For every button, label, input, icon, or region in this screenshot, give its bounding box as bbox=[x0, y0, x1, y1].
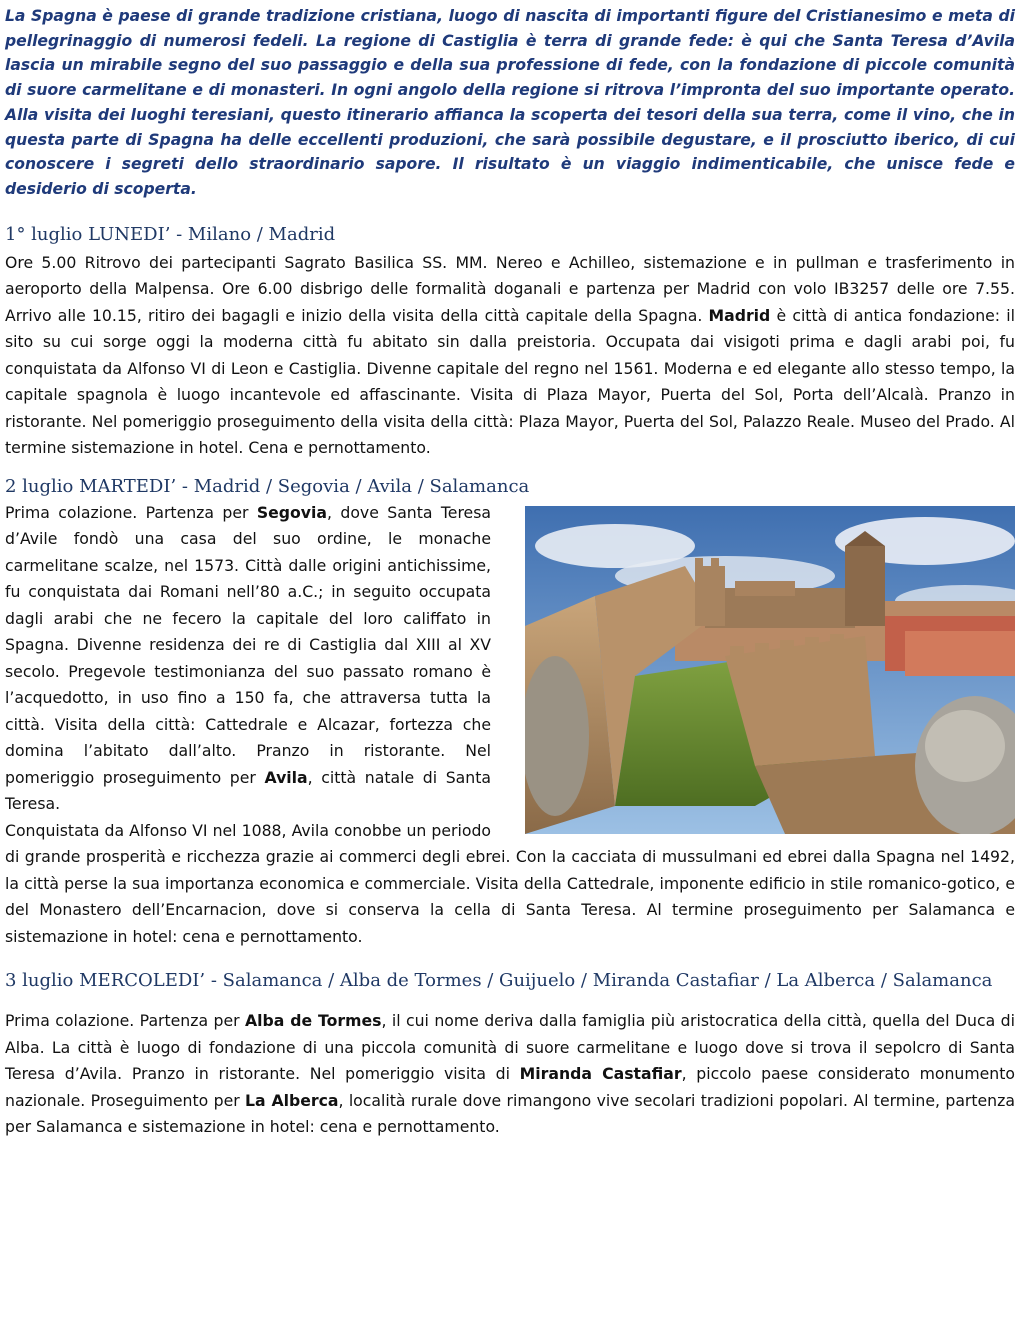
day-2-bold-avila: Avila bbox=[264, 767, 308, 787]
day-3-text-4: , località rurale dove rimangono vive secolari tradizioni popolari. Al termine, partenza per Salamanca e sistemazione in hotel: cena e pernottamento. bbox=[5, 1090, 1015, 1137]
day-1-body bbox=[5, 250, 1015, 462]
day-3-bold-alba: Alba de Tormes bbox=[245, 1011, 382, 1031]
document-page bbox=[5, 4, 1015, 1141]
day-1-text-2: è città di antica fondazione: il sito su cui sorge oggi la moderna città fu abitato sin dalla preistoria. Occupata dai visigoti prima e dagli arabi poi, fu conquistata da Alfonso VI di Leon e Castiglia. Divenne capitale del regno nel 1561. Moderna e ed elegante allo stesso tempo, la capitale spagnola è luogo incantevole ed affascinante. Visita di Plaza Mayor, Puerta del Sol, Porta dell’Alcalà. Pranzo in ristorante. Nel pomeriggio proseguimento della visita della città: Plaza Mayor, Puerta del Sol, Palazzo Reale. Museo del Prado. Al termine sistemazione in hotel. Cena e pernottamento. bbox=[5, 305, 1015, 458]
day-3-body bbox=[5, 1008, 1015, 1141]
day-2-text-1: Prima colazione. Partenza per bbox=[5, 502, 249, 522]
day-1-bold-madrid: Madrid bbox=[708, 305, 771, 325]
avila-walls-photo bbox=[525, 506, 1015, 834]
day-2-bold-segovia: Segovia bbox=[256, 502, 327, 522]
day-2-text-2: , dove Santa Teresa d’Avile fondò una casa del suo ordine, le monache carmelitane scalze, nel 1573. Città dalle origini antichissime, fu conquistata dai Romani nell’80 a.C.; in seguito occupata dagli arabi che ne fecero la capitale del loro califfato in Spagna. Divenne residenza dei re di Castiglia dal XIII al XV secolo. Pregevole testimonianza del suo passato romano è l’acquedotto, in uso fino a 150 fa, che attraversa tutta la città. Visita della città: Cattedrale e Alcazar, fortezza che domina l’abitato dall’alto. Pranzo in ristorante. Nel pomeriggio proseguimento per bbox=[5, 502, 491, 787]
day-2-title: 2 luglio MARTEDI’ - Madrid / Segovia / Avila / Salamanca bbox=[5, 475, 530, 497]
day-2-text-4: Conquistata da Alfonso VI nel 1088, Avila conobbe un periodo di grande prosperità e ricchezza grazie ai commerci degli ebrei. Con la cacciata di mussulmani ed ebrei dalla Spagna nel 1492, la città perse la sua importanza economica e commerciale. Visita della Cattedrale, imponente edificio in stile romanico-gotico, e del Monastero dell’Encarnacion, dove si conserva la cella di Santa Teresa. Al termine proseguimento per Salamanca e sistemazione in hotel: cena e pernottamento. bbox=[5, 820, 1015, 946]
day-2-text-3: , città natale di Santa Teresa. bbox=[5, 767, 491, 814]
day-3-bold-miranda: Miranda Castafiar bbox=[519, 1064, 682, 1084]
day-1-title: 1° luglio LUNEDI’ - Milano / Madrid bbox=[5, 223, 336, 245]
day-3-bold-alberca: La Alberca bbox=[245, 1090, 339, 1110]
intro-paragraph: La Spagna è paese di grande tradizione cristiana, luogo di nascita di importanti figure del Cristianesimo e meta di pellegrinaggio di numerosi fedeli. La regione di Castiglia è terra di grande fede: è qui che Santa Teresa d’Avila lascia un mirabile segno del suo passaggio e della sua professione di fede, con la fondazione di piccole comunità di suore carmelitane e di monasteri. In ogni angolo della regione si ritrova l’impronta del suo importante operato. Alla visita dei luoghi teresiani, questo itinerario affianca la scoperta dei tesori della sua terra, come il vino, che in questa parte di Spagna ha delle eccellenti produzioni, che sarà possibile degustare, e il prosciutto iberico, di cui conoscere i segreti dello straordinario sapore. Il risultato è un viaggio indimenticabile, che unisce fede e desiderio di scoperta. bbox=[5, 7, 1015, 198]
day-3-text-3: , piccolo paese considerato monumento nazionale. Proseguimento per bbox=[5, 1064, 1015, 1110]
day-1-text-1: Ore 5.00 Ritrovo dei partecipanti Sagrato Basilica SS. MM. Nereo e Achilleo, sistemazione e in pullman e trasferimento in aeroporto della Malpensa. Ore 6.00 disbrigo delle formalità doganali e partenza per Madrid con volo IB3257 delle ore 7.55. Arrivo alle 10.15, ritiro dei bagagli e inizio della visita della città capitale della Spagna. bbox=[5, 252, 1015, 325]
day-3-text-2: , il cui nome deriva dalla famiglia più aristocratica della città, quella del Duca di Alba. La città è luogo di fondazione di una piccola comunità di suore carmelitane e luogo dove si trova il sepolcro di Santa Teresa d’Avila. Pranzo in ristorante. Nel pomeriggio visita di bbox=[5, 1011, 1015, 1084]
day-3-title: 3 luglio MERCOLEDI’ - Salamanca / Alba de Tormes / Guijuelo / Miranda Castafiar / La Alberca / Salamanca bbox=[5, 970, 993, 992]
avila-walls-illustration bbox=[525, 506, 1015, 834]
day-3-text-1: Prima colazione. Partenza per bbox=[5, 1011, 240, 1031]
day-2-body bbox=[5, 500, 1015, 951]
